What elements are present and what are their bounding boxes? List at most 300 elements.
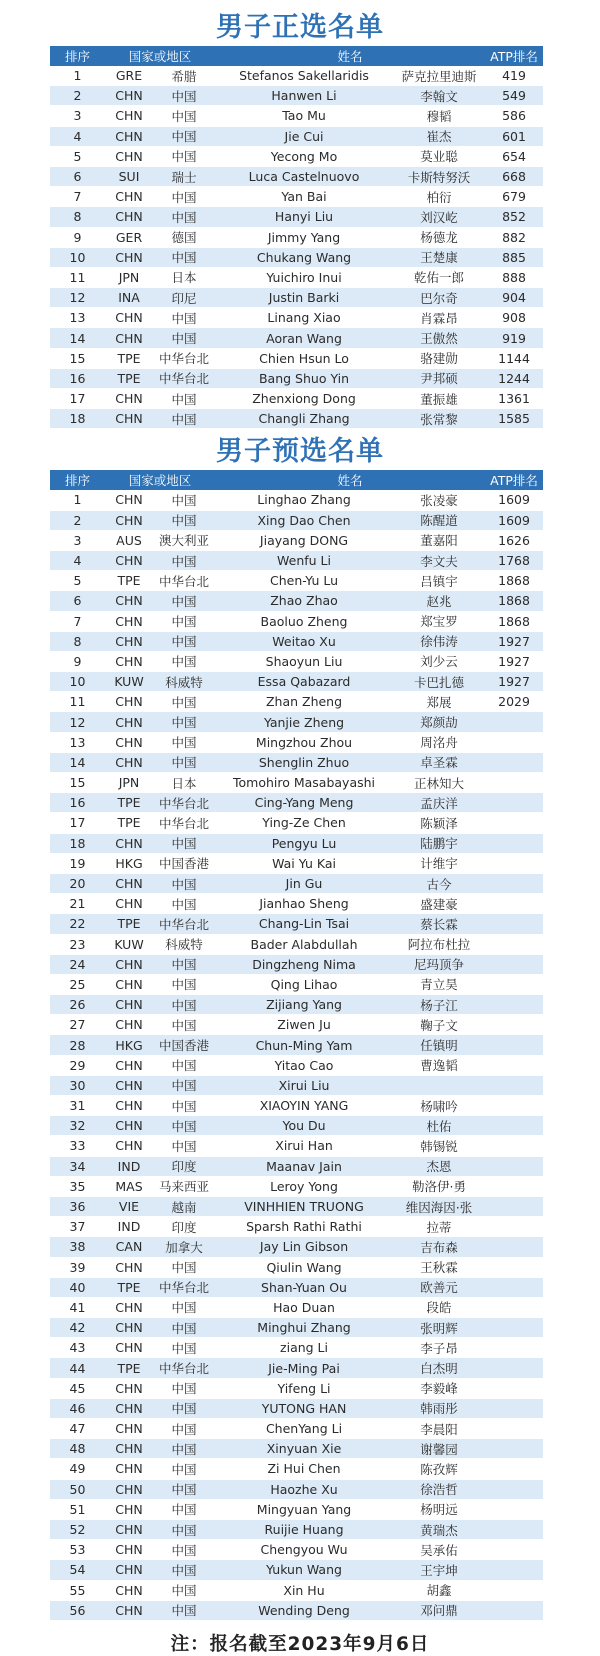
country-code-cell: CHN	[105, 1479, 153, 1499]
player-name-cell: Weitao Xu	[215, 631, 393, 651]
atp-rank-cell	[485, 1237, 543, 1257]
chinese-name-cell: 郑颜劼	[393, 712, 485, 732]
player-name-cell: Leroy Yong	[215, 1176, 393, 1196]
player-name-cell: Maanav Jain	[215, 1156, 393, 1176]
table-row	[50, 207, 543, 227]
player-name-cell: Jiayang DONG	[215, 530, 393, 550]
registration-deadline-note: 注：报名截至2023年9月6日	[170, 1633, 430, 1655]
chinese-name-cell: 肖霖昂	[393, 308, 485, 328]
region-cell: 中国	[153, 510, 215, 530]
region-cell: 中国	[153, 1479, 215, 1499]
player-name-cell: Jimmy Yang	[215, 227, 393, 247]
table-row	[50, 1378, 543, 1398]
atp-rank-cell	[485, 974, 543, 994]
country-code-cell: TPE	[105, 914, 153, 934]
region-cell: 中国	[153, 1560, 215, 1580]
player-name-cell: Changli Zhang	[215, 409, 393, 429]
table-row	[50, 813, 543, 833]
country-code-cell: CHN	[105, 146, 153, 166]
rank-cell: 14	[50, 752, 105, 772]
region-cell: 中国	[153, 692, 215, 712]
rank-cell: 56	[50, 1600, 105, 1620]
table-row	[50, 368, 543, 388]
atp-rank-cell: 549	[485, 86, 543, 106]
chinese-name-cell: 杜佑	[393, 1116, 485, 1136]
atp-rank-cell: 908	[485, 308, 543, 328]
rank-cell: 39	[50, 1257, 105, 1277]
player-name-cell: Linghao Zhang	[215, 490, 393, 510]
region-cell: 中国	[153, 1580, 215, 1600]
region-cell: 中国	[153, 1318, 215, 1338]
chinese-name-cell: 谢馨园	[393, 1439, 485, 1459]
player-name-cell: Zhao Zhao	[215, 591, 393, 611]
rank-cell: 18	[50, 409, 105, 429]
table-row	[50, 611, 543, 631]
player-name-cell: Sparsh Rathi Rathi	[215, 1217, 393, 1237]
country-code-cell: KUW	[105, 934, 153, 954]
atp-rank-cell: 419	[485, 66, 543, 86]
country-code-cell: CAN	[105, 1237, 153, 1257]
chinese-name-cell: 李翰文	[393, 86, 485, 106]
rank-cell: 3	[50, 106, 105, 126]
chinese-name-cell: 盛建豪	[393, 894, 485, 914]
atp-rank-cell	[485, 833, 543, 853]
player-name-cell: Mingzhou Zhou	[215, 732, 393, 752]
rank-cell: 31	[50, 1096, 105, 1116]
player-name-cell: YUTONG HAN	[215, 1398, 393, 1418]
region-cell: 中华台北	[153, 1277, 215, 1297]
region-cell: 中国	[153, 409, 215, 429]
table-row	[50, 1257, 543, 1277]
main-list-table	[50, 46, 543, 429]
country-code-cell: CHN	[105, 873, 153, 893]
atp-rank-cell: 919	[485, 328, 543, 348]
table-row	[50, 106, 543, 126]
player-name-cell: Yitao Cao	[215, 1055, 393, 1075]
chinese-name-cell: 乾佑一郎	[393, 267, 485, 287]
player-name-cell: Chukang Wang	[215, 247, 393, 267]
table-header-row	[50, 470, 543, 490]
chinese-name-cell: 古今	[393, 873, 485, 893]
table-row	[50, 1136, 543, 1156]
chinese-name-cell: 任镇明	[393, 1035, 485, 1055]
region-cell: 中国	[153, 1055, 215, 1075]
player-name-cell: Qiulin Wang	[215, 1257, 393, 1277]
atp-rank-cell	[485, 1257, 543, 1277]
atp-rank-cell	[485, 712, 543, 732]
atp-rank-cell	[485, 752, 543, 772]
player-name-cell: Cing-Yang Meng	[215, 793, 393, 813]
chinese-name-cell: 董嘉阳	[393, 530, 485, 550]
region-cell: 中华台北	[153, 348, 215, 368]
country-code-cell: CHN	[105, 1580, 153, 1600]
chinese-name-cell: 萨克拉里迪斯	[393, 66, 485, 86]
country-code-cell: CHN	[105, 1540, 153, 1560]
chinese-name-cell: 黄瑞杰	[393, 1519, 485, 1539]
atp-rank-cell	[485, 1499, 543, 1519]
table-header-row	[50, 46, 543, 66]
player-name-cell: Yukun Wang	[215, 1560, 393, 1580]
chinese-name-cell: 王傲然	[393, 328, 485, 348]
player-name-cell: Chien Hsun Lo	[215, 348, 393, 368]
atp-rank-cell: 1768	[485, 550, 543, 570]
atp-rank-cell	[485, 1439, 543, 1459]
atp-rank-cell	[485, 1055, 543, 1075]
table-row	[50, 833, 543, 853]
atp-rank-cell	[485, 995, 543, 1015]
country-code-cell: CHN	[105, 651, 153, 671]
atp-rank-cell: 888	[485, 267, 543, 287]
table-row	[50, 1580, 543, 1600]
table-row	[50, 954, 543, 974]
rank-cell: 42	[50, 1318, 105, 1338]
rank-cell: 3	[50, 530, 105, 550]
atp-rank-cell	[485, 1318, 543, 1338]
country-code-cell: CHN	[105, 1519, 153, 1539]
table-row	[50, 510, 543, 530]
atp-rank-cell	[485, 1398, 543, 1418]
region-cell: 中国	[153, 974, 215, 994]
country-code-cell: VIE	[105, 1196, 153, 1216]
country-code-cell: CHN	[105, 247, 153, 267]
table-row	[50, 1277, 543, 1297]
region-cell: 中国	[153, 126, 215, 146]
region-cell: 日本	[153, 267, 215, 287]
country-code-cell: TPE	[105, 1358, 153, 1378]
chinese-name-cell: 吉布森	[393, 1237, 485, 1257]
table-row	[50, 1176, 543, 1196]
atp-rank-cell	[485, 1136, 543, 1156]
country-code-cell: TPE	[105, 571, 153, 591]
country-code-cell: CHN	[105, 1257, 153, 1277]
atp-rank-cell: 654	[485, 146, 543, 166]
rank-cell: 10	[50, 247, 105, 267]
rank-cell: 12	[50, 288, 105, 308]
player-name-cell: Haozhe Xu	[215, 1479, 393, 1499]
country-code-cell: IND	[105, 1217, 153, 1237]
chinese-name-cell: 欧善元	[393, 1277, 485, 1297]
country-code-cell: CHN	[105, 1075, 153, 1095]
player-name-cell: Essa Qabazard	[215, 672, 393, 692]
atp-rank-cell: 679	[485, 187, 543, 207]
country-code-cell: CHN	[105, 1600, 153, 1620]
chinese-name-cell: 陈孜辉	[393, 1459, 485, 1479]
player-name-cell: Dingzheng Nima	[215, 954, 393, 974]
table-row	[50, 409, 543, 429]
chinese-name-cell	[393, 1075, 485, 1095]
region-cell: 中华台北	[153, 1358, 215, 1378]
region-cell: 中国	[153, 1257, 215, 1277]
rank-cell: 20	[50, 873, 105, 893]
atp-rank-cell	[485, 1419, 543, 1439]
player-name-cell: Xinyuan Xie	[215, 1439, 393, 1459]
rank-cell: 52	[50, 1519, 105, 1539]
table-row	[50, 692, 543, 712]
rank-cell: 15	[50, 773, 105, 793]
region-cell: 中华台北	[153, 368, 215, 388]
chinese-name-cell: 巴尔奇	[393, 288, 485, 308]
rank-cell: 45	[50, 1378, 105, 1398]
atp-rank-cell	[485, 1217, 543, 1237]
country-code-cell: TPE	[105, 368, 153, 388]
rank-cell: 4	[50, 126, 105, 146]
chinese-name-cell: 胡鑫	[393, 1580, 485, 1600]
rank-cell: 24	[50, 954, 105, 974]
atp-rank-cell	[485, 793, 543, 813]
chinese-name-cell: 蔡长霖	[393, 914, 485, 934]
table-row	[50, 66, 543, 86]
atp-rank-cell: 1361	[485, 389, 543, 409]
table-row	[50, 1096, 543, 1116]
country-code-cell: GER	[105, 227, 153, 247]
atp-rank-cell: 885	[485, 247, 543, 267]
region-cell: 中国	[153, 873, 215, 893]
chinese-name-cell: 杰恩	[393, 1156, 485, 1176]
table-row	[50, 166, 543, 186]
rank-cell: 11	[50, 267, 105, 287]
country-code-cell: CHN	[105, 954, 153, 974]
rank-cell: 9	[50, 651, 105, 671]
region-cell: 中国	[153, 995, 215, 1015]
table-row	[50, 187, 543, 207]
atp-rank-cell	[485, 934, 543, 954]
region-cell: 中国	[153, 490, 215, 510]
table-row	[50, 1217, 543, 1237]
chinese-name-cell: 勒洛伊·勇	[393, 1176, 485, 1196]
table-row	[50, 1398, 543, 1418]
main-list-title: 男子正选名单	[216, 12, 384, 43]
player-name-cell: Stefanos Sakellaridis	[215, 66, 393, 86]
header-atp: ATP排名	[485, 46, 543, 66]
player-name-cell: Pengyu Lu	[215, 833, 393, 853]
atp-rank-cell	[485, 1338, 543, 1358]
chinese-name-cell: 李文夫	[393, 550, 485, 570]
chinese-name-cell: 吕镇宇	[393, 571, 485, 591]
atp-rank-cell	[485, 1519, 543, 1539]
country-code-cell: CHN	[105, 207, 153, 227]
country-code-cell: CHN	[105, 1378, 153, 1398]
alternate-list-body	[50, 490, 543, 1620]
rank-cell: 11	[50, 692, 105, 712]
region-cell: 日本	[153, 773, 215, 793]
region-cell: 中国	[153, 86, 215, 106]
atp-rank-cell: 1927	[485, 631, 543, 651]
player-name-cell: Xirui Han	[215, 1136, 393, 1156]
table-row	[50, 530, 543, 550]
country-code-cell: CHN	[105, 974, 153, 994]
rank-cell: 38	[50, 1237, 105, 1257]
table-row	[50, 490, 543, 510]
region-cell: 中国	[153, 1398, 215, 1418]
region-cell: 中国	[153, 1338, 215, 1358]
country-code-cell: CHN	[105, 187, 153, 207]
rank-cell: 44	[50, 1358, 105, 1378]
player-name-cell: Chang-Lin Tsai	[215, 914, 393, 934]
country-code-cell: CHN	[105, 833, 153, 853]
country-code-cell: CHN	[105, 995, 153, 1015]
player-name-cell: XIAOYIN YANG	[215, 1096, 393, 1116]
country-code-cell: CHN	[105, 550, 153, 570]
atp-rank-cell	[485, 773, 543, 793]
table-row	[50, 348, 543, 368]
region-cell: 印度	[153, 1156, 215, 1176]
chinese-name-cell: 计维宇	[393, 853, 485, 873]
rank-cell: 26	[50, 995, 105, 1015]
rank-cell: 18	[50, 833, 105, 853]
region-cell: 中国	[153, 1015, 215, 1035]
rank-cell: 6	[50, 166, 105, 186]
chinese-name-cell: 杨明远	[393, 1499, 485, 1519]
region-cell: 中国	[153, 1499, 215, 1519]
rank-cell: 36	[50, 1196, 105, 1216]
region-cell: 中国	[153, 1540, 215, 1560]
country-code-cell: CHN	[105, 1055, 153, 1075]
table-row	[50, 651, 543, 671]
rank-cell: 35	[50, 1176, 105, 1196]
player-name-cell: Yecong Mo	[215, 146, 393, 166]
country-code-cell: CHN	[105, 308, 153, 328]
chinese-name-cell: 陈醒道	[393, 510, 485, 530]
player-name-cell: Yanjie Zheng	[215, 712, 393, 732]
chinese-name-cell: 卡巴扎德	[393, 672, 485, 692]
chinese-name-cell: 卡斯特努沃	[393, 166, 485, 186]
region-cell: 希腊	[153, 66, 215, 86]
chinese-name-cell: 刘少云	[393, 651, 485, 671]
table-row	[50, 1338, 543, 1358]
region-cell: 中国	[153, 146, 215, 166]
rank-cell: 49	[50, 1459, 105, 1479]
table-row	[50, 550, 543, 570]
chinese-name-cell: 尹邦硕	[393, 368, 485, 388]
table-row	[50, 1499, 543, 1519]
region-cell: 中国	[153, 894, 215, 914]
chinese-name-cell: 周洺舟	[393, 732, 485, 752]
rank-cell: 9	[50, 227, 105, 247]
rank-cell: 29	[50, 1055, 105, 1075]
table-row	[50, 571, 543, 591]
atp-rank-cell	[485, 1156, 543, 1176]
chinese-name-cell: 骆建勋	[393, 348, 485, 368]
table-row	[50, 914, 543, 934]
country-code-cell: JPN	[105, 773, 153, 793]
atp-rank-cell	[485, 1540, 543, 1560]
country-code-cell: CHN	[105, 389, 153, 409]
chinese-name-cell: 杨啸吟	[393, 1096, 485, 1116]
table-row	[50, 934, 543, 954]
chinese-name-cell: 赵兆	[393, 591, 485, 611]
rank-cell: 43	[50, 1338, 105, 1358]
region-cell: 中国	[153, 752, 215, 772]
region-cell: 中国香港	[153, 1035, 215, 1055]
chinese-name-cell: 鞠子文	[393, 1015, 485, 1035]
country-code-cell: CHN	[105, 1459, 153, 1479]
player-name-cell: Jay Lin Gibson	[215, 1237, 393, 1257]
region-cell: 中国	[153, 106, 215, 126]
region-cell: 中国	[153, 1378, 215, 1398]
table-row	[50, 894, 543, 914]
table-row	[50, 1116, 543, 1136]
table-row	[50, 1015, 543, 1035]
atp-rank-cell: 1609	[485, 510, 543, 530]
atp-rank-cell: 1585	[485, 409, 543, 429]
chinese-name-cell: 韩锡锐	[393, 1136, 485, 1156]
table-row	[50, 1439, 543, 1459]
country-code-cell: CHN	[105, 732, 153, 752]
player-name-cell: Yuichiro Inui	[215, 267, 393, 287]
table-row	[50, 1075, 543, 1095]
country-code-cell: CHN	[105, 611, 153, 631]
region-cell: 中国	[153, 1439, 215, 1459]
region-cell: 中国	[153, 591, 215, 611]
country-code-cell: CHN	[105, 1398, 153, 1418]
chinese-name-cell: 李子昂	[393, 1338, 485, 1358]
rank-cell: 16	[50, 368, 105, 388]
atp-rank-cell	[485, 1116, 543, 1136]
rank-cell: 14	[50, 328, 105, 348]
country-code-cell: CHN	[105, 1338, 153, 1358]
player-name-cell: VINHHIEN TRUONG	[215, 1196, 393, 1216]
table-row	[50, 126, 543, 146]
player-name-cell: Xirui Liu	[215, 1075, 393, 1095]
chinese-name-cell: 青立昊	[393, 974, 485, 994]
chinese-name-cell: 柏衍	[393, 187, 485, 207]
country-code-cell: CHN	[105, 1499, 153, 1519]
country-code-cell: HKG	[105, 1035, 153, 1055]
region-cell: 中国香港	[153, 853, 215, 873]
player-name-cell: Zijiang Yang	[215, 995, 393, 1015]
player-name-cell: Ruijie Huang	[215, 1519, 393, 1539]
header-rank: 排序	[50, 46, 105, 66]
rank-cell: 53	[50, 1540, 105, 1560]
player-name-cell: Wending Deng	[215, 1600, 393, 1620]
country-code-cell: CHN	[105, 490, 153, 510]
player-name-cell: Minghui Zhang	[215, 1318, 393, 1338]
header-region: 国家或地区	[105, 46, 215, 66]
table-row	[50, 793, 543, 813]
atp-rank-cell: 904	[485, 288, 543, 308]
region-cell: 澳大利亚	[153, 530, 215, 550]
chinese-name-cell: 刘汉屹	[393, 207, 485, 227]
atp-rank-cell	[485, 1297, 543, 1317]
country-code-cell: CHN	[105, 510, 153, 530]
atp-rank-cell: 2029	[485, 692, 543, 712]
country-code-cell: CHN	[105, 591, 153, 611]
table-row	[50, 1156, 543, 1176]
region-cell: 中国	[153, 1075, 215, 1095]
table-row	[50, 1196, 543, 1216]
country-code-cell: INA	[105, 288, 153, 308]
rank-cell: 37	[50, 1217, 105, 1237]
rank-cell: 7	[50, 187, 105, 207]
table-row	[50, 86, 543, 106]
country-code-cell: CHN	[105, 1419, 153, 1439]
table-row	[50, 873, 543, 893]
table-row	[50, 1035, 543, 1055]
table-row	[50, 1459, 543, 1479]
rank-cell: 2	[50, 510, 105, 530]
chinese-name-cell: 穆韬	[393, 106, 485, 126]
table-row	[50, 995, 543, 1015]
player-name-cell: Bader Alabdullah	[215, 934, 393, 954]
country-code-cell: AUS	[105, 530, 153, 550]
region-cell: 马来西亚	[153, 1176, 215, 1196]
atp-rank-cell	[485, 1176, 543, 1196]
rank-cell: 27	[50, 1015, 105, 1035]
chinese-name-cell: 曹逸韬	[393, 1055, 485, 1075]
atp-rank-cell	[485, 1096, 543, 1116]
region-cell: 中国	[153, 651, 215, 671]
table-row	[50, 752, 543, 772]
